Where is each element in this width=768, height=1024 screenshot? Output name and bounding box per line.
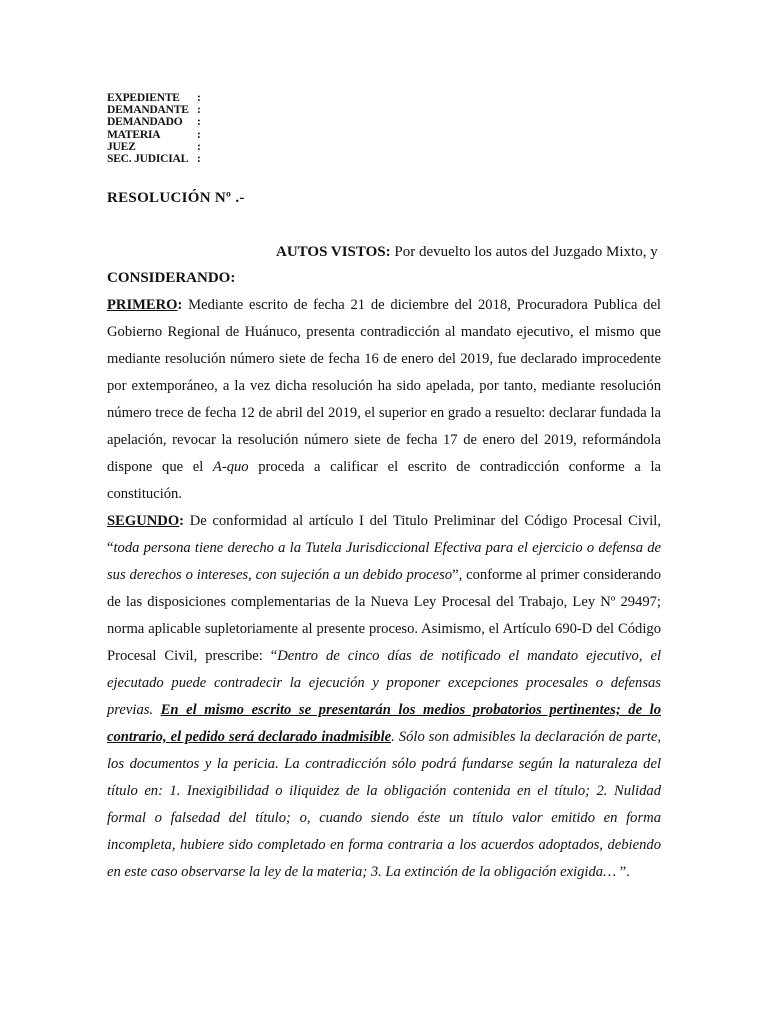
header-row-materia bbox=[107, 129, 207, 141]
autos-vistos-line bbox=[276, 244, 658, 261]
primero-text-2: proceda a calificar el escrito de contradicción conforme a la constitución. bbox=[107, 459, 661, 502]
resolution-title: RESOLUCIÓN Nº .- bbox=[107, 190, 245, 206]
header-row-expediente bbox=[107, 92, 207, 104]
primero-heading: PRIMERO bbox=[107, 297, 178, 313]
header-colon: : bbox=[197, 140, 201, 153]
segundo-quote-1: toda persona tiene derecho a la Tutela Jurisdiccional Efectiva para el ejercicio o defensa de sus derechos o intereses, con sujeción a un debido proceso bbox=[107, 540, 661, 583]
header-label: JUEZ bbox=[107, 140, 136, 153]
autos-vistos-label: AUTOS VISTOS: bbox=[276, 244, 391, 260]
paragraph-primero bbox=[107, 292, 661, 508]
segundo-heading: SEGUNDO bbox=[107, 513, 180, 529]
header-colon: : bbox=[197, 153, 201, 166]
header-row-demandante bbox=[107, 104, 207, 116]
segundo-text-2: ”, conforme al primer considerando de las disposiciones complementarias de la Nueva Ley Procesal del Trabajo, Ley Nº 29497; norma aplicable supletoriamente al presente proceso. Asimismo, el Artículo 690-D del Código Procesal Civil, prescribe: “ bbox=[107, 567, 661, 664]
segundo-colon: : bbox=[179, 513, 185, 529]
header-colon: : bbox=[197, 104, 201, 117]
header-label: DEMANDADO bbox=[107, 116, 183, 129]
header-row-sec-judicial bbox=[107, 153, 207, 165]
header-label: DEMANDANTE bbox=[107, 104, 189, 117]
paragraph-segundo bbox=[107, 508, 661, 886]
header-label: EXPEDIENTE bbox=[107, 92, 180, 104]
header-row-demandado bbox=[107, 116, 207, 128]
header-label: MATERIA bbox=[107, 128, 161, 141]
segundo-text-3: ”. bbox=[619, 864, 630, 880]
considerando-heading: CONSIDERANDO: bbox=[107, 270, 236, 286]
header-row-juez bbox=[107, 141, 207, 153]
header-colon: : bbox=[197, 116, 201, 129]
primero-text-1: Mediante escrito de fecha 21 de diciembre del 2018, Procuradora Publica del Gobierno Regional de Huánuco, presenta contradicción al mandato ejecutivo, el mismo que mediante resolución número siete de fecha 16 de enero del 2019, fue declarado improcedente por extemporáneo, a la vez dicha resolución ha sido apelada, por tanto, mediante resolución número trece de fecha 12 de abril del 2019, el superior en grado a resuelto: declarar fundada la apelación, revocar la resolución número siete de fecha 17 de enero del 2019, reformándola dispone que el bbox=[107, 297, 661, 475]
autos-vistos-text: Por devuelto los autos del Juzgado Mixto, y bbox=[390, 244, 658, 260]
segundo-text-1: De conformidad al artículo I del Titulo Preliminar del Código Procesal Civil, “ bbox=[107, 513, 661, 556]
segundo-quote-3: . Sólo son admisibles la declaración de parte, los documentos y la pericia. La contradicción sólo podrá fundarse según la naturaleza del título en: 1. Inexigibilidad o iliquidez de la obligación contenida en el título; 2. Nulidad formal o falsedad del título; o, cuando siendo éste un título valor emitido en forma incompleta, hubiere sido completado en forma contraria a los acuerdos adoptados, debiendo en este caso observarse la ley de la materia; 3. La extinción de la obligación exigida… bbox=[107, 729, 661, 880]
header-colon: : bbox=[197, 128, 201, 141]
header-colon: : bbox=[197, 92, 201, 104]
case-header bbox=[107, 92, 207, 165]
segundo-quote-emphasis: En el mismo escrito se presentarán los medios probatorios pertinentes; de lo contrario, el pedido será declarado inadmisible bbox=[107, 702, 661, 745]
segundo-quote-2: Dentro de cinco días de notificado el mandato ejecutivo, el ejecutado puede contradecir la ejecución y proponer excepciones procesales o defensas previas. bbox=[107, 648, 661, 718]
primero-italic-aquo: A-quo bbox=[212, 459, 249, 475]
header-label: SEC. JUDICIAL bbox=[107, 153, 189, 166]
primero-colon: : bbox=[177, 297, 183, 313]
document-body bbox=[107, 292, 661, 886]
